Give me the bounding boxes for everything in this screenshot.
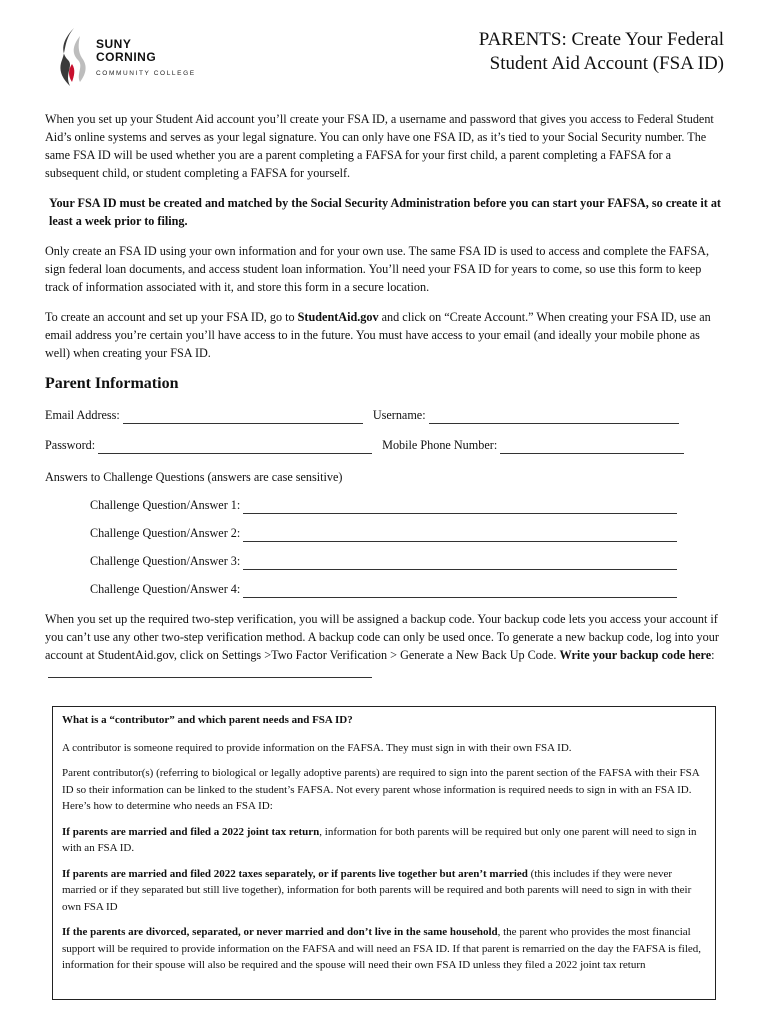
case-separate-taxes — [62, 866, 705, 916]
contributor-info-box — [52, 706, 716, 1000]
flame-icon — [56, 26, 92, 92]
page-title — [384, 28, 724, 76]
challenge-answer-4-field[interactable] — [243, 584, 677, 598]
case-divorced — [62, 924, 705, 974]
case3-bold: If the parents are divorced, separated, or never married and don’t live in the same household — [62, 926, 498, 938]
phone-field[interactable] — [500, 440, 684, 454]
logo-corning: CORNING — [96, 50, 157, 64]
logo-suny: SUNY — [96, 37, 132, 51]
phone-label: Mobile Phone Number: — [382, 438, 498, 452]
challenge-label: Challenge Question/Answer 2: — [90, 526, 241, 540]
document-body — [45, 110, 725, 695]
challenge-row — [45, 542, 725, 570]
challenge-row — [45, 486, 725, 514]
backup-text: When you set up the required two-step verification, you will be assigned a backup code. Your backup code lets you access your account if you can’t use any other two-step verification method. A backup code can only be used once. To generate a new backup code, log into your account at StudentAid.gov, click on Settings >Two Factor Verification > Generate a New Back Up Code. — [45, 612, 719, 662]
backup-code-paragraph — [45, 610, 725, 683]
password-phone-row — [45, 424, 725, 454]
college-logo — [56, 26, 206, 94]
challenge-label: Challenge Question/Answer 4: — [90, 582, 241, 596]
create-account-paragraph — [45, 308, 725, 362]
challenge-row — [45, 570, 725, 598]
create-pre: To create an account and set up your FSA ID, go to — [45, 310, 298, 324]
intro-paragraph: When you set up your Student Aid account you’ll create your FSA ID, a username and password that gives you access to Federal Student Aid’s online systems and serves as your legal signature. You can only have one FSA ID, as it’s tied to your Social Security number. The same FSA ID will be used whether you are a parent completing a FAFSA for your first child, a parent completing a FAFSA for a subsequent child, or student completing a FAFSA for yourself. — [45, 112, 714, 180]
case1-text: , information for both parents will be required but only one parent will need to sign in with an FSA ID. — [62, 825, 697, 854]
warning-paragraph: Your FSA ID must be created and matched by the Social Security Administration before you can start your FAFSA, so create it at least a week prior to filing. — [49, 196, 721, 228]
case1-bold: If parents are married and filed a 2022 joint tax return — [62, 825, 320, 838]
case2-bold: If parents are married and filed 2022 taxes separately, or if parents live together but aren’t married — [62, 867, 528, 880]
password-field[interactable] — [98, 440, 372, 454]
challenge-row — [45, 514, 725, 542]
case-joint-return — [62, 824, 705, 857]
challenge-label: Challenge Question/Answer 3: — [90, 554, 241, 568]
backup-code-field[interactable] — [48, 664, 372, 678]
challenge-answer-3-field[interactable] — [243, 556, 677, 570]
challenge-answer-1-field[interactable] — [243, 500, 677, 514]
email-label: Email Address: — [45, 408, 120, 422]
email-field[interactable] — [123, 410, 363, 424]
answers-label: Answers to Challenge Questions (answers are case sensitive) — [45, 470, 343, 484]
challenge-answer-2-field[interactable] — [243, 528, 677, 542]
username-field[interactable] — [429, 410, 679, 424]
contributor-definition: A contributor is someone required to provide information on the FAFSA. They must sign in with their own FSA ID. — [62, 741, 572, 754]
title-line-1: PARENTS: Create Your Federal — [478, 29, 724, 50]
challenge-label: Challenge Question/Answer 1: — [90, 498, 241, 512]
username-label: Username: — [372, 408, 426, 422]
create-post: and click on “Create Account.” When creating your FSA ID, use an email address you’re certain you’ll have access to in the future. You must have access to your email (and ideally your mobile phone as well) when creating your FSA ID. — [45, 310, 711, 360]
parent-contributors-paragraph: Parent contributor(s) (referring to biological or legally adoptive parents) are required to sign into the parent section of the FAFSA with their FSA ID so their information can be linked to the student’s FAFSA. Not every parent whose information is required needs to sign in with an FSA ID. Here’s how to determine who needs an FSA ID: — [62, 767, 700, 812]
parent-info-heading: Parent Information — [45, 375, 179, 392]
usage-paragraph: Only create an FSA ID using your own information and for your own use. The same FSA ID is used to access and complete the FAFSA, sign federal loan documents, and access student loan information. You’ll need your FSA ID for years to come, so use this form to keep track of information associated with it, and store this form in a secure location. — [45, 244, 710, 294]
logo-community-college: COMMUNITY COLLEGE — [96, 70, 196, 77]
password-label: Password: — [45, 438, 96, 452]
case2-text: (this includes if they were never married or if they separated but still live together), information for both parents will be required and both parents will need to sign in with their own FSA ID — [62, 867, 692, 913]
case3-text: , the parent who provides the most financial support will be required to provide information on the FAFSA and will need an FSA ID. If that parent is remarried on the day the FAFSA is filed, information for their spouse will also be required and the spouse will need their own FSA ID unless they filed a 2022 joint tax return — [62, 926, 702, 971]
email-username-row — [45, 404, 725, 424]
backup-colon: : — [711, 648, 715, 662]
contributor-question: What is a “contributor” and which parent needs and FSA ID? — [62, 714, 353, 726]
backup-label: Write your backup code here — [559, 648, 712, 662]
studentaid-link[interactable]: StudentAid.gov — [297, 310, 379, 324]
title-line-2: Student Aid Account (FSA ID) — [489, 53, 724, 74]
